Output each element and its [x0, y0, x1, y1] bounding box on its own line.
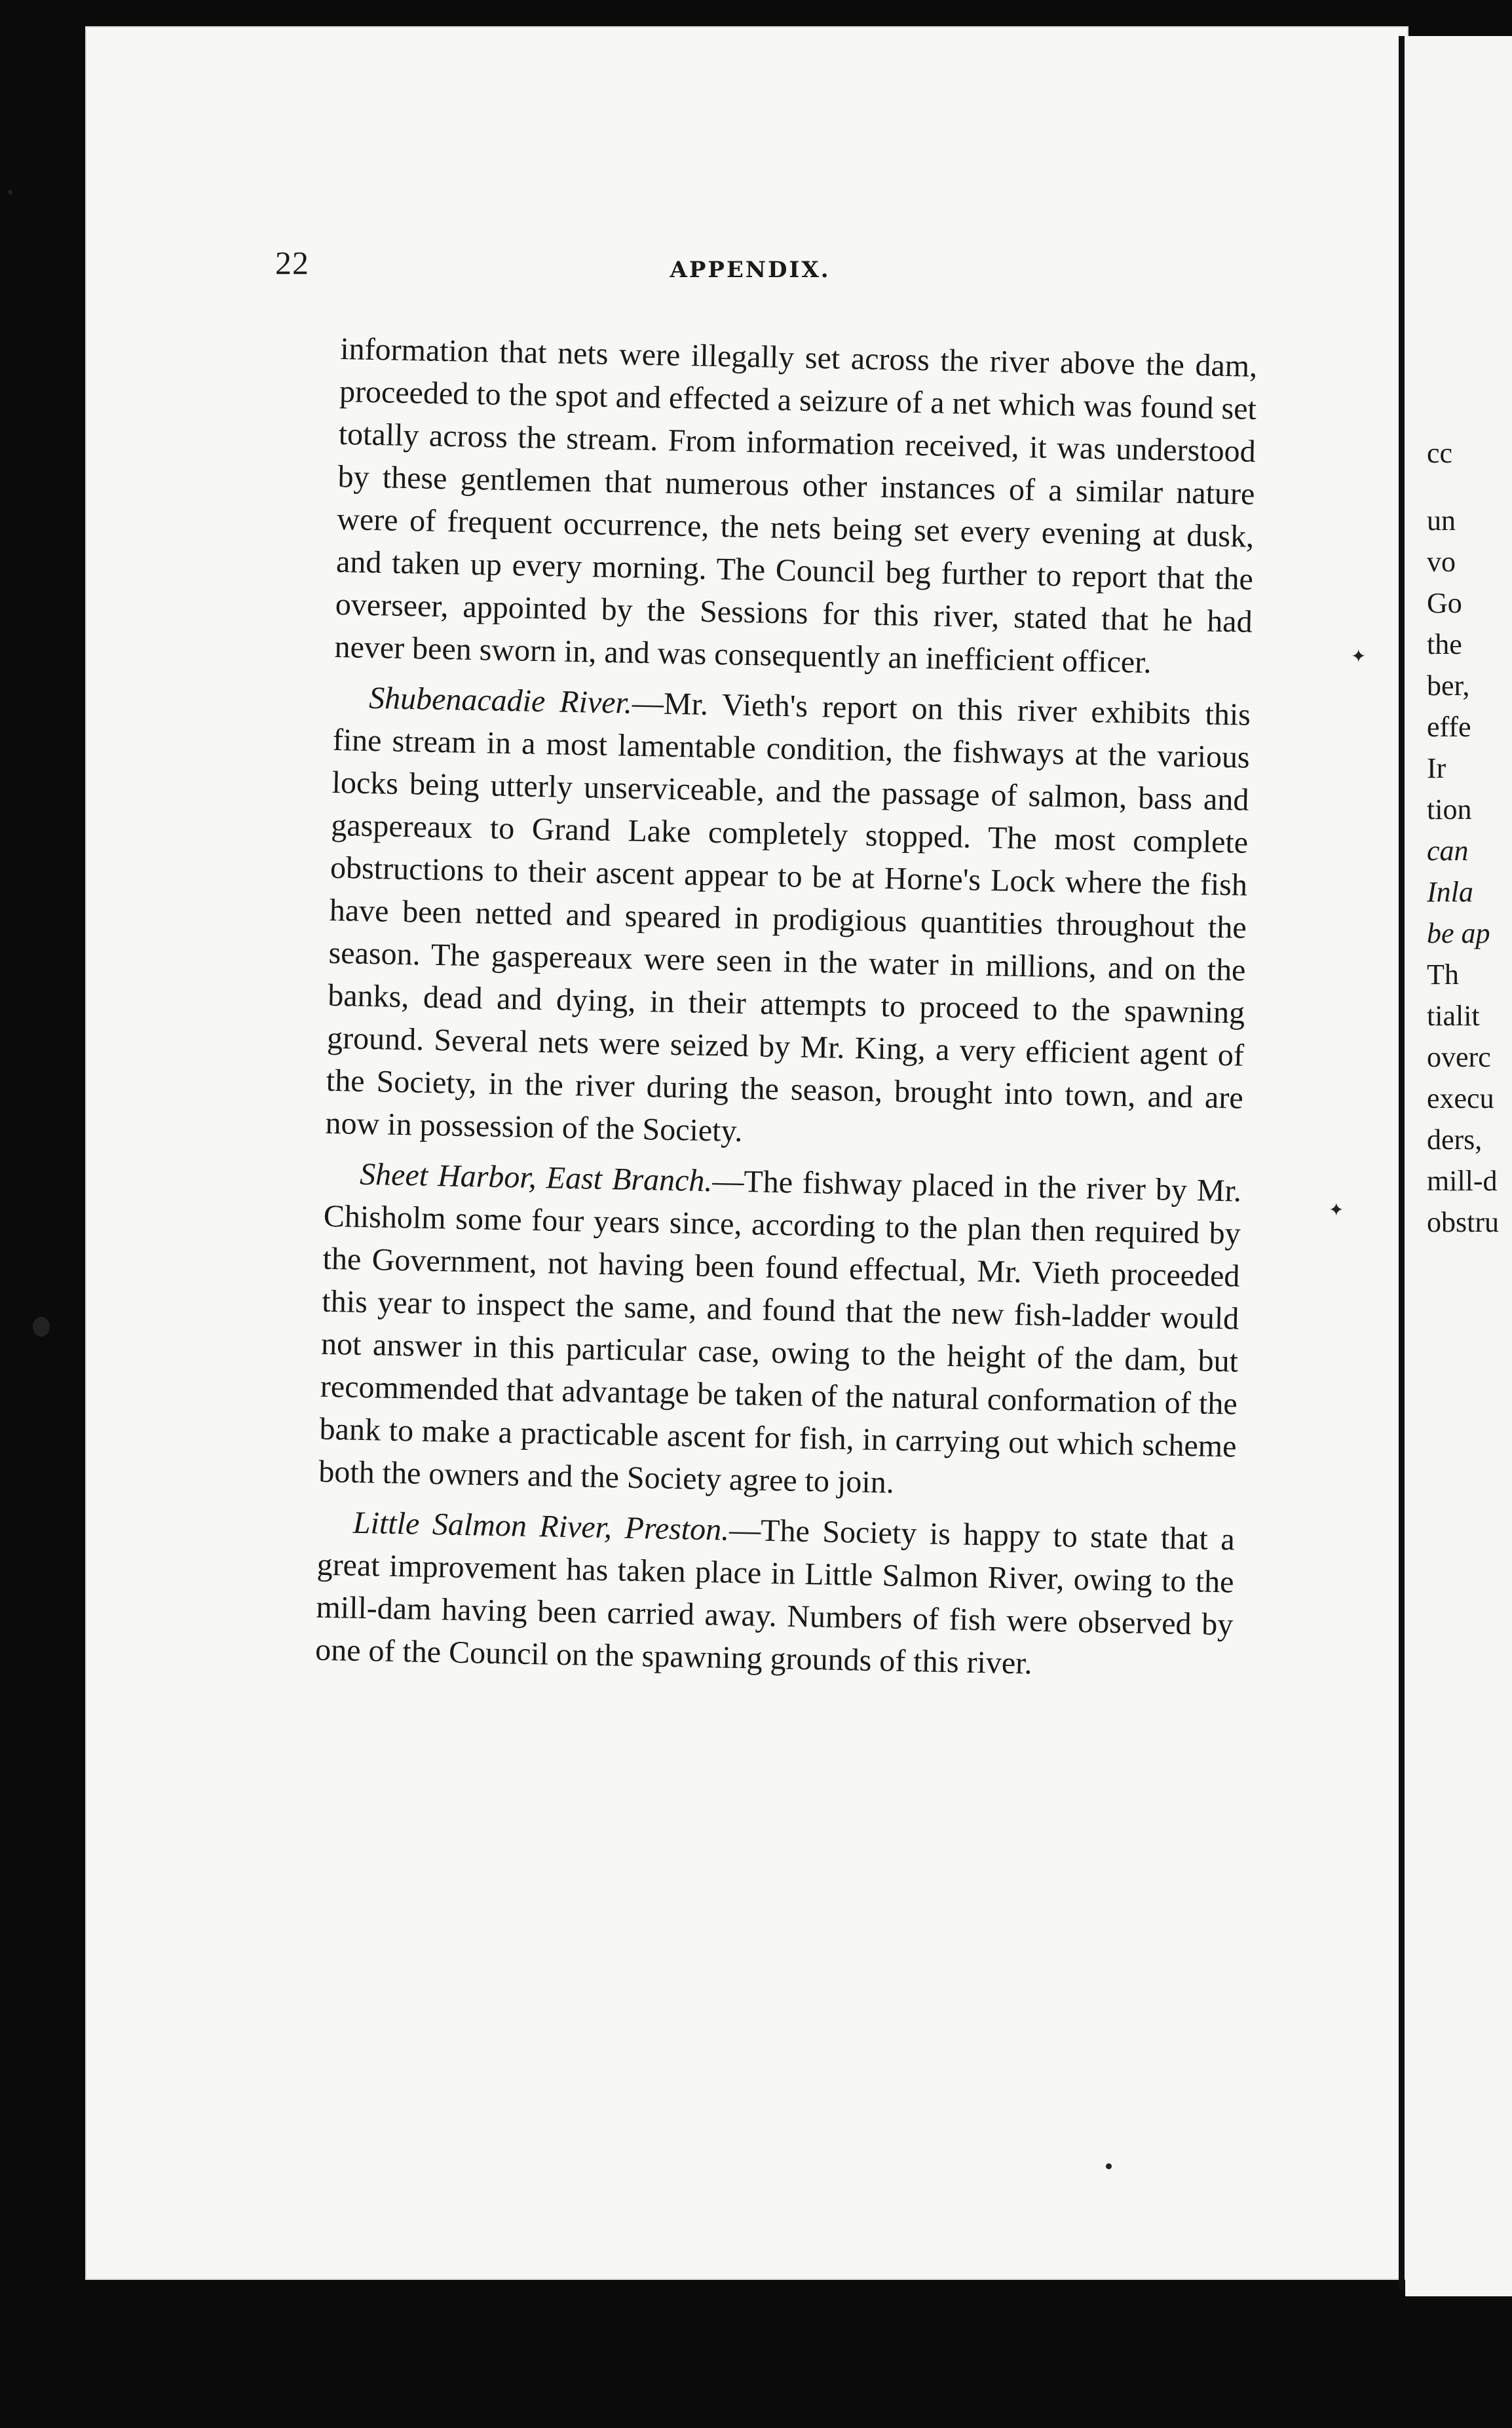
margin-fragment: obstru	[1427, 1206, 1499, 1238]
margin-fragment: mill-d	[1427, 1165, 1498, 1197]
pin-mark-icon: ✦	[1329, 1199, 1344, 1221]
margin-fragment: Inla	[1427, 876, 1473, 908]
paragraph-lead: Sheet Harbor, East Branch.	[359, 1156, 713, 1199]
paragraph-text: information that nets were illegally set across the river above the dam, proceeded to the spot and effected a seizure of a net which was found set totally across the stream. From information received, it was understood by these gentlemen that numerous other instances of a similar nature were of frequent occurrence, the nets being set every evening at dusk, and taken up every morning. The Council beg further to report that the overseer, appointed by the Sessions for this river, stated that he had never been sworn in, and was consequently an inefficient officer.	[334, 331, 1258, 680]
paragraph-2	[325, 676, 1251, 1162]
margin-fragment: ders,	[1427, 1124, 1483, 1156]
paragraph-text: —The fishway placed in the river by Mr. Chisholm some four years since, according to the plan then required by the Government, not having been found effectual, Mr. Vieth proceeded this year to inspect the same, and found that the new fish-ladder would not answer in this particular case, owing to the height of the dam, but recommended that advantage be taken of the natural conformation of the bank to make a practicable ascent for fish, in carrying out which scheme both the owners and the Society agree to join.	[318, 1164, 1242, 1500]
pin-mark-icon: ✦	[1351, 645, 1367, 667]
paragraph-4	[315, 1501, 1236, 1689]
scan-speck-icon	[33, 1317, 50, 1337]
paragraph-3	[318, 1152, 1242, 1511]
margin-fragment: vo	[1427, 546, 1456, 578]
margin-fragment: effe	[1427, 711, 1471, 743]
margin-fragment: can	[1427, 835, 1469, 867]
running-head: APPENDIX.	[670, 257, 831, 283]
margin-fragment: Th	[1427, 958, 1459, 991]
margin-fragment: execu	[1427, 1082, 1494, 1114]
facing-page-fragments	[1427, 432, 1512, 1243]
paragraph-lead: Shubenacadie River.	[368, 680, 633, 721]
margin-fragment: Ir	[1427, 752, 1446, 784]
margin-fragment: the	[1427, 628, 1462, 660]
paragraph-lead: Little Salmon River, Preston.	[352, 1505, 730, 1547]
margin-fragment: ber,	[1427, 670, 1470, 702]
margin-fragment: be ap	[1427, 917, 1490, 949]
page-gutter-shadow	[1399, 36, 1405, 2290]
margin-fragment: tialit	[1427, 1000, 1480, 1032]
margin-fragment: un	[1427, 504, 1456, 537]
margin-fragment	[1427, 474, 1512, 500]
body-text	[314, 328, 1257, 1696]
scan-speck-icon	[1106, 2163, 1112, 2169]
paragraph-text: —Mr. Vieth's report on this river exhibits this fine stream in a most lamentable condition, the fishways at the various locks being utterly unserviceable, and the passage of salmon, bass and gaspereaux to Grand Lake completely stopped. The most complete obstructions to their ascent appear to be at Horne's Lock where the fish have been netted and speared in prodigious quantities throughout the season. The gaspereaux were seen in the water in millions, and on the banks, dead and dying, in their attempts to proceed to the spawning ground. Several nets were seized by Mr. King, a very efficient agent of the Society, in the river during the season, brought into town, and are now in possession of the Society.	[325, 685, 1251, 1148]
page-number: 22	[275, 244, 309, 281]
paragraph-1	[334, 328, 1258, 686]
margin-fragment: overc	[1427, 1041, 1491, 1073]
page-header	[275, 244, 1225, 290]
margin-fragment: cc	[1427, 437, 1453, 469]
margin-fragment: Go	[1427, 587, 1462, 619]
paragraph-text: —The Society is happy to state that a great improvement has taken place in Little Salmon River, owing to the mill-dam having been carried away. Numbers of fish were observed by one of the Council on the spawning grounds of this river.	[314, 1512, 1236, 1681]
scan-speck-icon	[8, 190, 12, 195]
margin-fragment: tion	[1427, 793, 1472, 825]
